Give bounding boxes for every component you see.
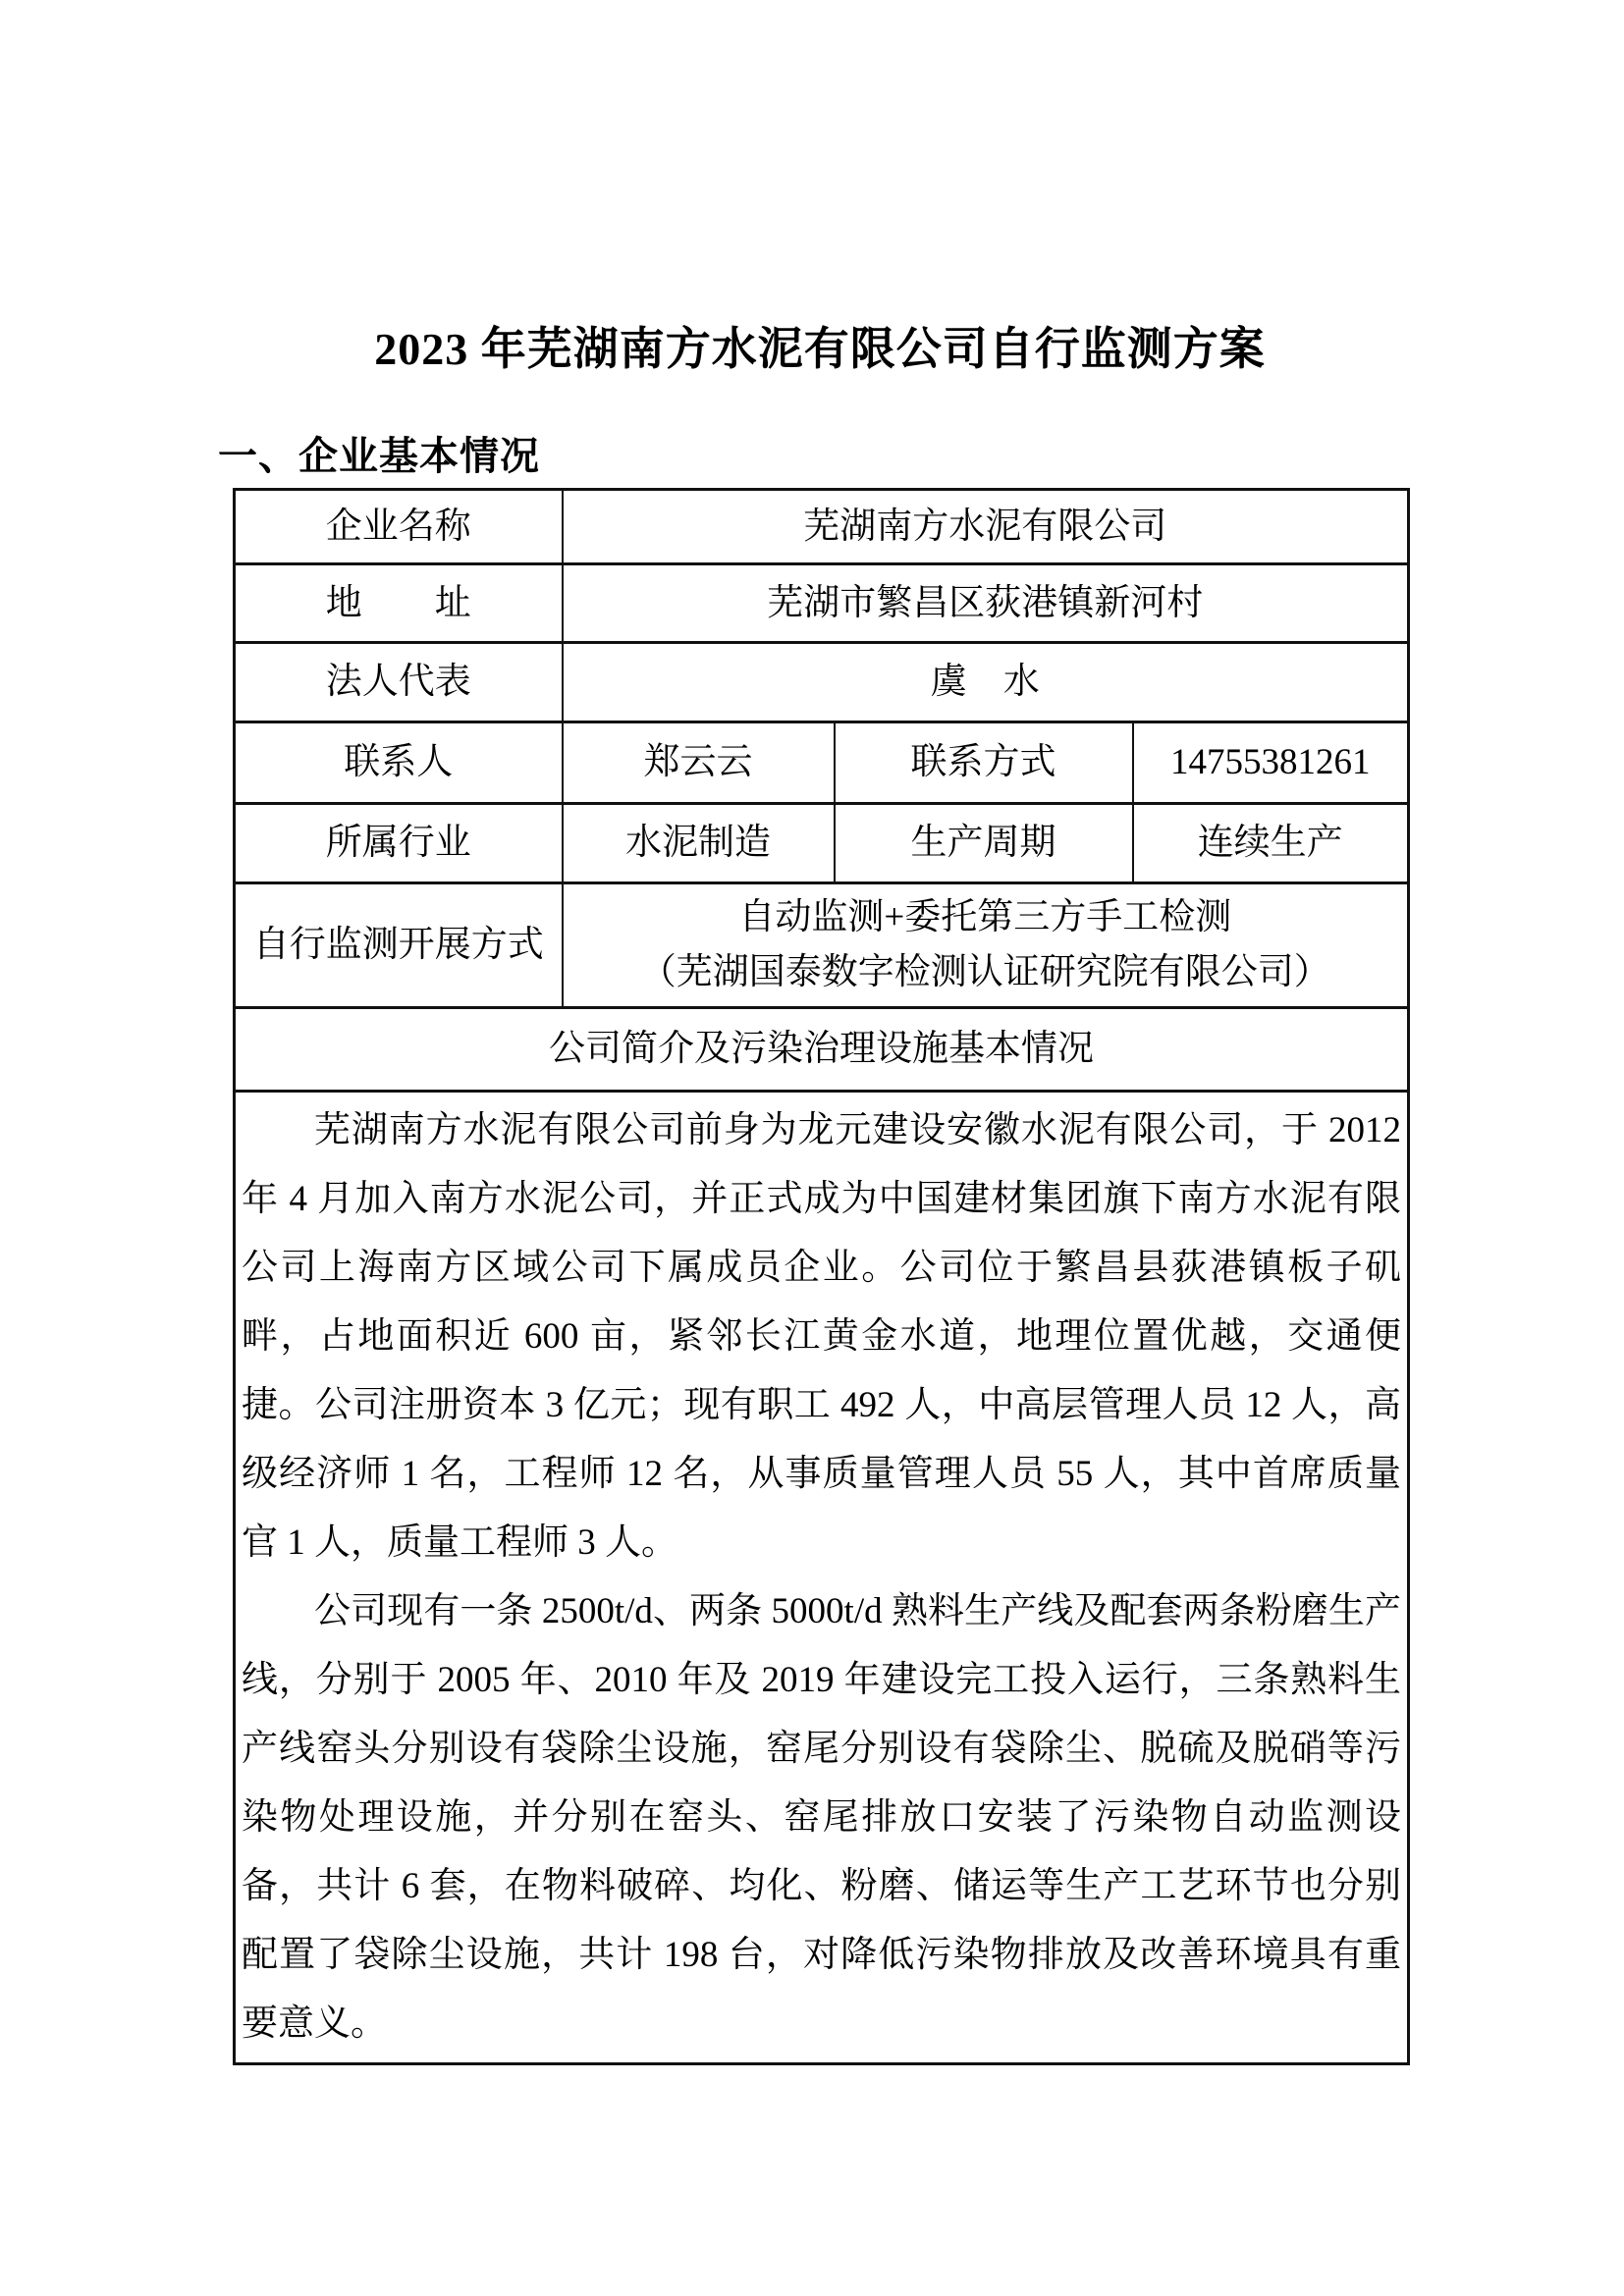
table-row-contact	[235, 721, 1409, 803]
legal-representative-value: 虞 水	[563, 642, 1409, 721]
production-cycle-label: 生产周期	[835, 803, 1133, 882]
table-row-profile-content	[235, 1091, 1409, 2063]
table-row-company-name	[235, 489, 1409, 563]
address-label: 地 址	[235, 563, 563, 642]
table-row-address	[235, 563, 1409, 642]
profile-paragraph-2: 公司现有一条 2500t/d、两条 5000t/d 熟料生产线及配套两条粉磨生产线，分别于 2005 年、2010 年及 2019 年建设完工投入运行，三条熟料生产线窑头分别设有袋除尘设施，窑尾分别设有袋除尘、脱硫及脱硝等污染物处理设施，并分别在窑头、窑尾排放口安装了污染物自动监测设备，共计 6 套，在物料破碎、均化、粉磨、储运等生产工艺环节也分别配置了袋除尘设施，共计 198 台，对降低污染物排放及改善环境具有重要意义。	[242, 1590, 1402, 2044]
table-row-monitoring-mode	[235, 882, 1409, 1007]
address-value: 芜湖市繁昌区荻港镇新河村	[563, 563, 1409, 642]
production-cycle-value: 连续生产	[1133, 803, 1409, 882]
company-name-value: 芜湖南方水泥有限公司	[563, 489, 1409, 563]
section-heading-company-basic-info: 一、企业基本情况	[218, 433, 540, 478]
monitoring-mode-value	[563, 882, 1409, 1007]
monitoring-mode-line2: （芜湖国泰数字检测认证研究院有限公司）	[639, 951, 1330, 992]
industry-value: 水泥制造	[563, 803, 835, 882]
contact-method-value: 14755381261	[1133, 721, 1409, 803]
profile-content	[235, 1091, 1409, 2063]
page-content	[218, 0, 1407, 2065]
industry-label: 所属行业	[235, 803, 563, 882]
monitoring-mode-label: 自行监测开展方式	[235, 882, 563, 1007]
contact-person-value: 郑云云	[563, 721, 835, 803]
company-name-label: 企业名称	[235, 489, 563, 563]
legal-representative-label: 法人代表	[235, 642, 563, 721]
contact-method-label: 联系方式	[835, 721, 1133, 803]
profile-section-header: 公司简介及污染治理设施基本情况	[235, 1007, 1409, 1091]
profile-paragraph-1: 芜湖南方水泥有限公司前身为龙元建设安徽水泥有限公司，于 2012 年 4 月加入南方水泥公司，并正式成为中国建材集团旗下南方水泥有限公司上海南方区域公司下属成员企业。公司位于繁昌县荻港镇板子矶畔，占地面积近 600 亩，紧邻长江黄金水道，地理位置优越，交通便捷。公司注册资本 3 亿元；现有职工 492 人，中高层管理人员 12 人，高级经济师 1 名，工程师 12 名，从事质量管理人员 55 人，其中首席质量官 1 人，质量工程师 3 人。	[242, 1109, 1402, 1563]
monitoring-mode-line1: 自动监测+委托第三方手工检测	[738, 897, 1232, 938]
table-row-legal-representative	[235, 642, 1409, 721]
table-row-profile-header	[235, 1007, 1409, 1091]
table-row-industry	[235, 803, 1409, 882]
contact-person-label: 联系人	[235, 721, 563, 803]
document-title: 2023 年芜湖南方水泥有限公司自行监测方案	[374, 324, 1266, 374]
company-info-table	[233, 488, 1410, 2065]
